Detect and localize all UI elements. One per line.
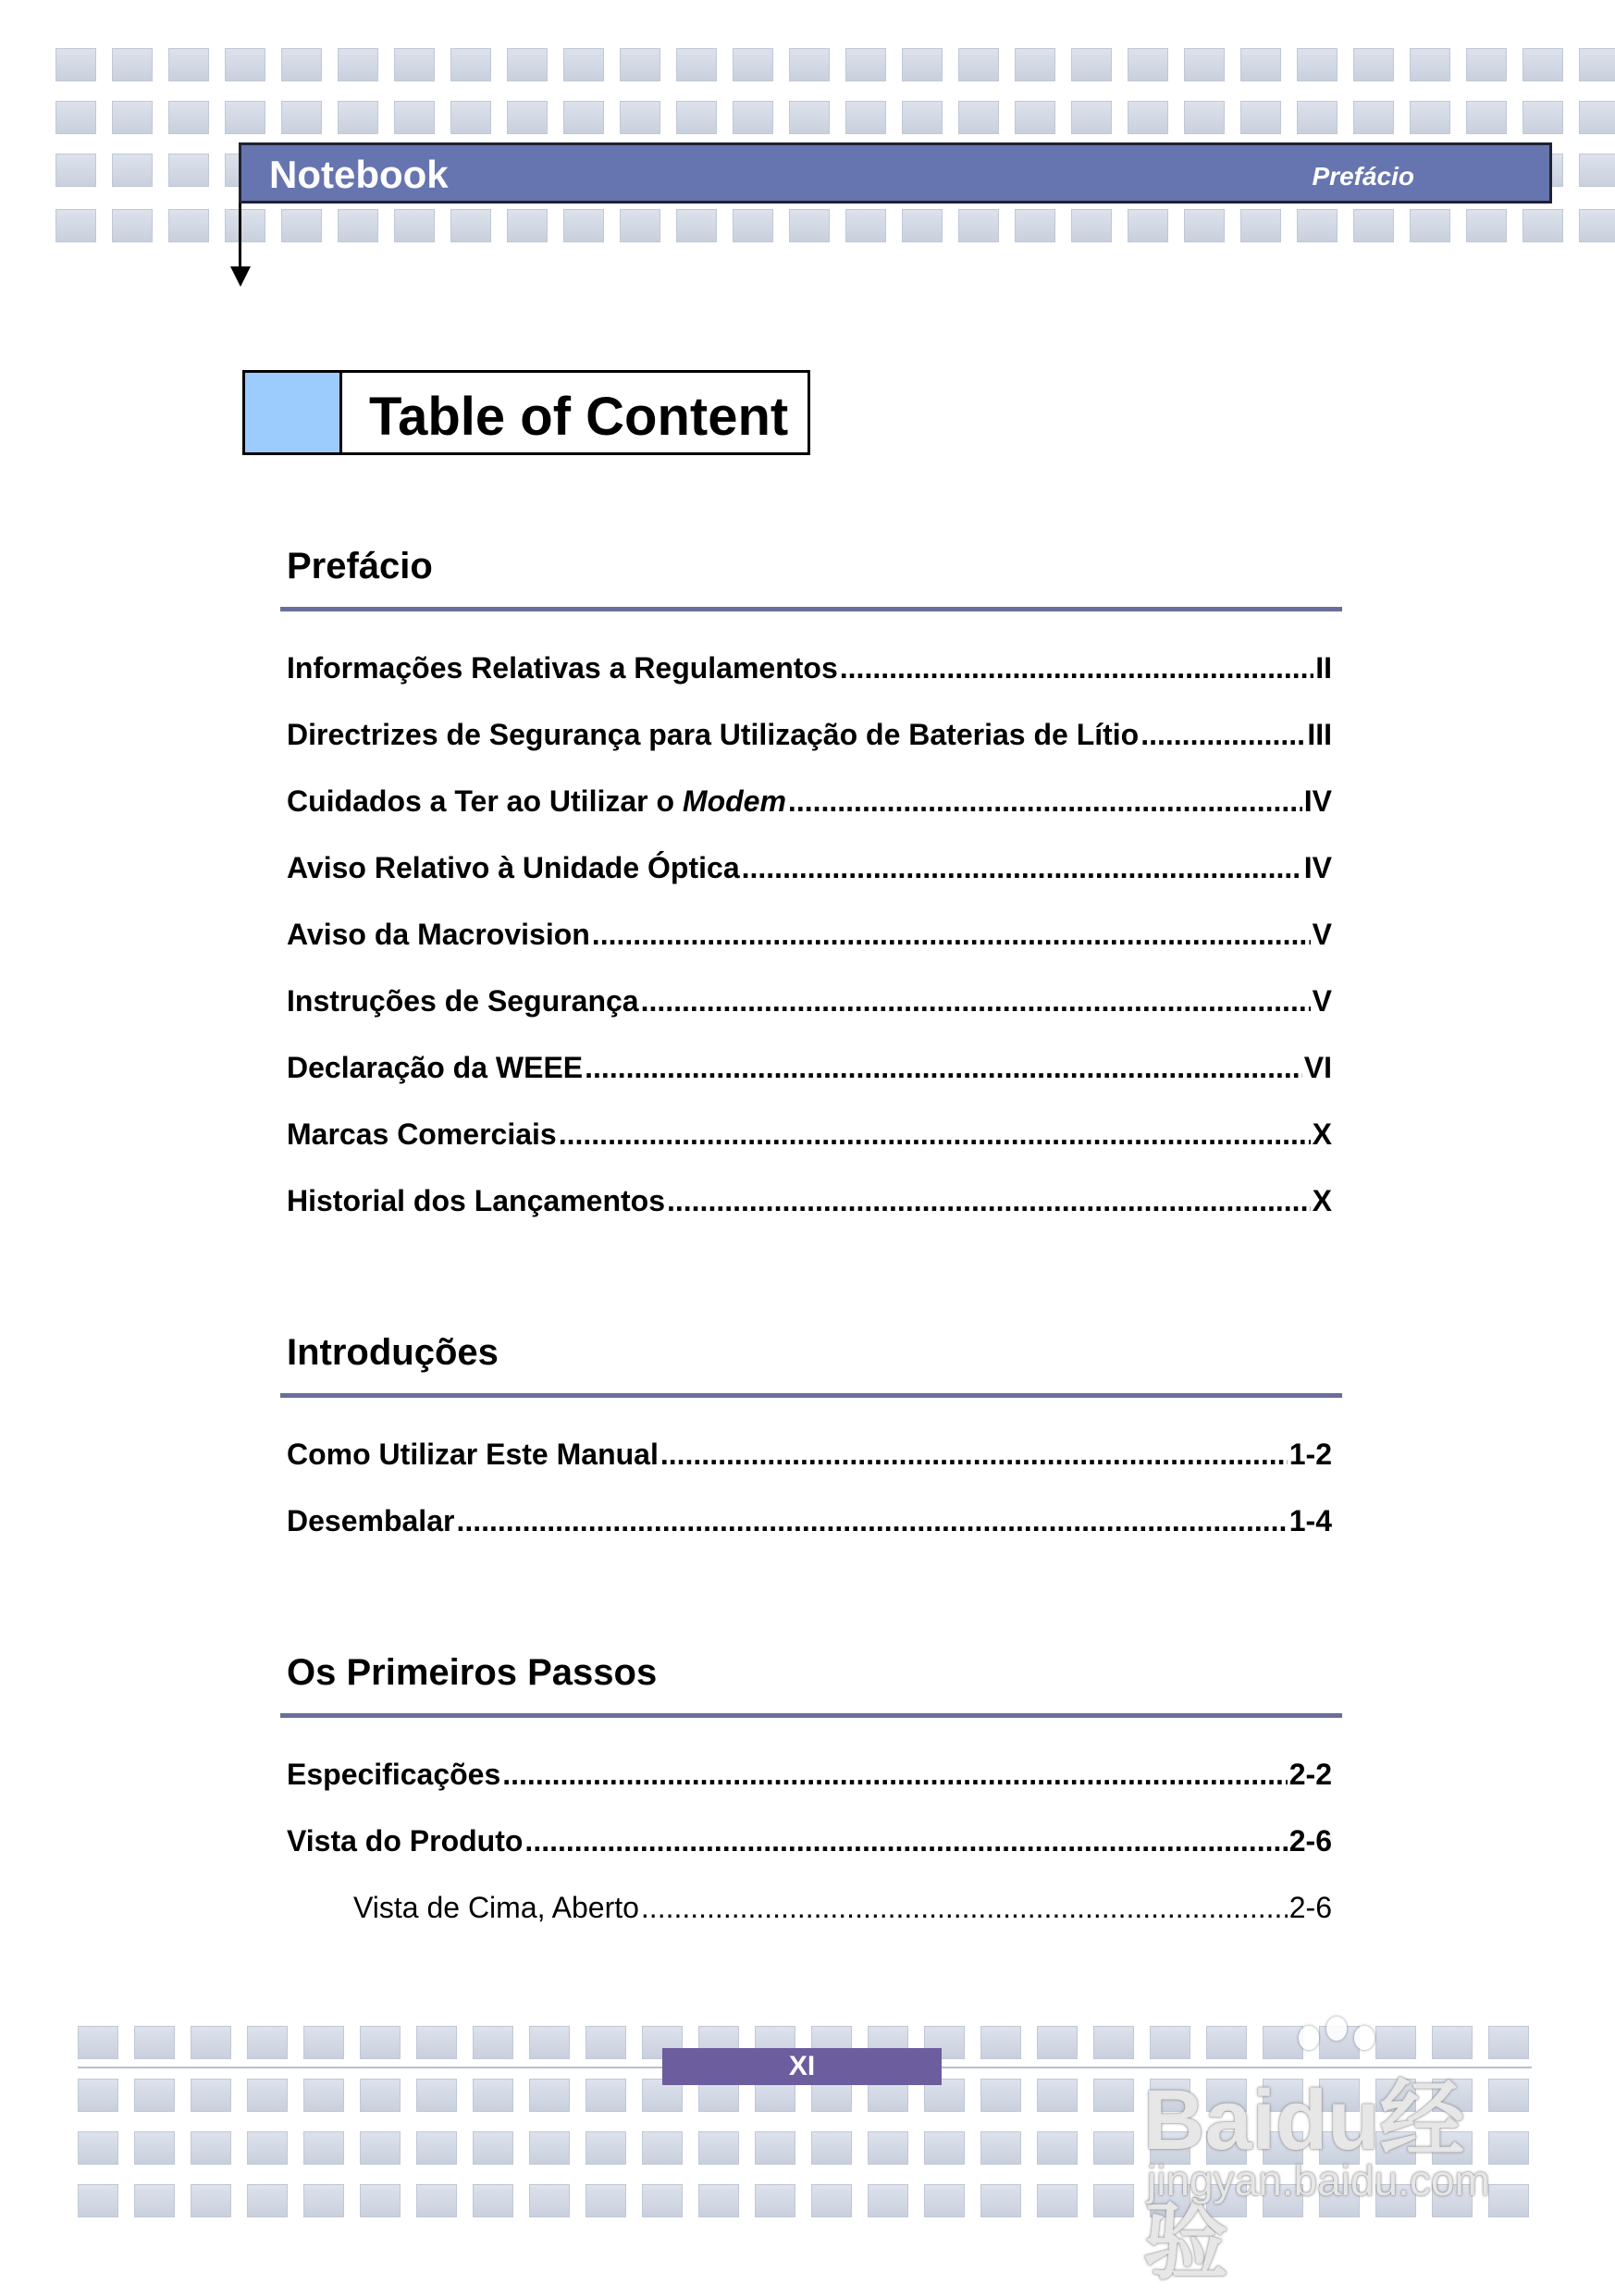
decorative-tile [281, 209, 322, 242]
paw-icon [1299, 2026, 1319, 2050]
decorative-tile [1071, 101, 1112, 134]
decorative-tile [473, 2184, 513, 2217]
decorative-tile [1523, 48, 1563, 81]
toc-entry[interactable] [287, 784, 1332, 821]
toc-entry-page: 1-4 [1288, 1504, 1332, 1537]
decorative-tile [473, 2026, 513, 2059]
decorative-tile [1240, 101, 1281, 134]
decorative-tile [1093, 2131, 1134, 2165]
decorative-tile [676, 209, 717, 242]
decorative-tile [78, 2079, 118, 2112]
decorative-tile [902, 209, 943, 242]
toc-color-swatch [245, 373, 342, 452]
section-title-primeiros-passos: Os Primeiros Passos [287, 1652, 658, 1693]
decorative-tile [112, 48, 153, 81]
decorative-tile [845, 48, 886, 81]
toc-entry-page: III [1307, 718, 1332, 751]
decorative-tile [676, 101, 717, 134]
decorative-tile [394, 48, 435, 81]
decorative-tile [1579, 48, 1615, 81]
decorative-tile [902, 48, 943, 81]
decorative-tile [112, 154, 153, 187]
toc-entry-page: VI [1303, 1051, 1332, 1084]
decorative-tile [191, 2131, 231, 2165]
decorative-tile [1093, 2079, 1134, 2112]
decorative-tile [281, 101, 322, 134]
watermark-main-text: Baidu经验 [1143, 2073, 1465, 2290]
decorative-tile [733, 48, 773, 81]
decorative-tile [191, 2026, 231, 2059]
decorative-tile [1037, 2184, 1078, 2217]
decorative-tile [676, 48, 717, 81]
decorative-tile [620, 101, 660, 134]
decorative-tile [55, 154, 96, 187]
page-number: XI [662, 2048, 942, 2085]
decorative-tile [1523, 209, 1563, 242]
decorative-tile [755, 2184, 795, 2217]
decorative-tile [789, 48, 830, 81]
decorative-tile [247, 2184, 288, 2217]
decorative-tile [1184, 101, 1225, 134]
decorative-tile [1015, 209, 1055, 242]
decorative-tile [642, 2131, 683, 2165]
header-title: Notebook [269, 153, 449, 196]
toc-title-box [242, 370, 810, 455]
decorative-tile [303, 2184, 344, 2217]
decorative-tile [78, 2184, 118, 2217]
decorative-tile [168, 48, 209, 81]
decorative-tile [450, 101, 491, 134]
toc-entry[interactable] [287, 1184, 1332, 1221]
decorative-tile [1093, 2026, 1134, 2059]
toc-entry[interactable] [287, 651, 1332, 688]
decorative-tile [1240, 209, 1281, 242]
decorative-tile [112, 209, 153, 242]
section-title-introducoes: Introduções [287, 1332, 499, 1373]
header-bar [239, 142, 1552, 204]
decorative-tile [247, 2131, 288, 2165]
decorative-tile [1037, 2131, 1078, 2165]
decorative-tile [755, 2131, 795, 2165]
decorative-tile [225, 48, 265, 81]
dot-leader [742, 851, 1302, 885]
toc-entry[interactable] [287, 1824, 1332, 1861]
decorative-tile [958, 48, 999, 81]
dot-leader [1140, 718, 1305, 752]
decorative-tile [360, 2079, 401, 2112]
decorative-tile [1297, 101, 1338, 134]
decorative-tile [473, 2131, 513, 2165]
toc-entry-label: Declaração da WEEE [287, 1051, 584, 1084]
decorative-tile [134, 2026, 175, 2059]
decorative-tile [1128, 209, 1168, 242]
decorative-tile [1184, 48, 1225, 81]
toc-entry-label: Vista do Produto [287, 1824, 524, 1858]
section-rule [280, 1393, 1342, 1398]
toc-entry-page: IV [1303, 784, 1332, 818]
toc-entry-label: Historial dos Lançamentos [287, 1184, 665, 1217]
decorative-tile [529, 2079, 570, 2112]
dot-leader [667, 1184, 1311, 1218]
decorative-tile [1523, 101, 1563, 134]
decorative-tile [789, 209, 830, 242]
section-rule [280, 1713, 1342, 1718]
toc-entry[interactable] [287, 1758, 1332, 1795]
decorative-tile [338, 209, 378, 242]
decorative-tile [1297, 209, 1338, 242]
decorative-tile [733, 209, 773, 242]
decorative-tile [360, 2026, 401, 2059]
toc-entry-page: 2-6 [1288, 1824, 1332, 1858]
down-arrow-icon [230, 266, 251, 287]
down-arrow-line [239, 204, 241, 268]
decorative-tile [360, 2131, 401, 2165]
toc-entry-label: Marcas Comerciais [287, 1117, 557, 1151]
decorative-tile [281, 48, 322, 81]
decorative-tile [450, 209, 491, 242]
decorative-tile [507, 48, 548, 81]
decorative-tile [845, 101, 886, 134]
decorative-tile [980, 2026, 1021, 2059]
header-section-label: Prefácio [1312, 162, 1414, 191]
decorative-tile [191, 2184, 231, 2217]
dot-leader [641, 1891, 1288, 1925]
watermark-sub-text: jingyan.baidu.com [1147, 2156, 1490, 2204]
decorative-tile [563, 209, 604, 242]
toc-entry-page: X [1312, 1117, 1332, 1151]
page-title: Table of Content [369, 387, 789, 447]
decorative-tile [980, 2079, 1021, 2112]
decorative-tile [1579, 101, 1615, 134]
decorative-tile [902, 101, 943, 134]
decorative-tile [78, 2026, 118, 2059]
decorative-tile [1128, 48, 1168, 81]
decorative-tile [1410, 209, 1450, 242]
toc-entry-page: X [1312, 1184, 1332, 1217]
decorative-tile [1093, 2184, 1134, 2217]
decorative-tile [1037, 2026, 1078, 2059]
decorative-tile [1184, 209, 1225, 242]
watermark-logo [1143, 2017, 1532, 2290]
decorative-tile [924, 2131, 965, 2165]
decorative-tile [134, 2184, 175, 2217]
decorative-tile [980, 2131, 1021, 2165]
decorative-tile [868, 2131, 908, 2165]
toc-entry-label: Como Utilizar Este Manual [287, 1438, 659, 1471]
toc-entry-label: Vista de Cima, Aberto [353, 1891, 639, 1924]
toc-entry-page: 1-2 [1288, 1438, 1332, 1471]
decorative-tile [168, 154, 209, 187]
decorative-tile [225, 101, 265, 134]
decorative-tile [416, 2079, 457, 2112]
toc-entry-label: Directrizes de Segurança para Utilização de Baterias de Lítio [287, 718, 1140, 751]
toc-entry-page: 2-6 [1288, 1891, 1332, 1924]
decorative-tile [1466, 209, 1507, 242]
decorative-tile [338, 101, 378, 134]
toc-entry-label: Especificações [287, 1758, 501, 1791]
toc-entry[interactable] [287, 851, 1332, 888]
decorative-tile [586, 2184, 626, 2217]
decorative-tile [811, 2184, 852, 2217]
decorative-tile [416, 2131, 457, 2165]
decorative-tile [394, 209, 435, 242]
dot-leader [840, 651, 1313, 685]
decorative-tile [55, 209, 96, 242]
decorative-tile [1410, 101, 1450, 134]
decorative-tile [1240, 48, 1281, 81]
decorative-tile [450, 48, 491, 81]
decorative-tile [958, 101, 999, 134]
toc-entry[interactable] [287, 718, 1332, 755]
decorative-tile [1353, 48, 1394, 81]
decorative-tile [1466, 101, 1507, 134]
toc-entry[interactable] [287, 1504, 1332, 1541]
decorative-tile [845, 209, 886, 242]
dot-leader [592, 918, 1311, 952]
dot-leader [585, 1051, 1302, 1085]
decorative-tile [642, 2184, 683, 2217]
decorative-tile [1410, 48, 1450, 81]
toc-entry-page: V [1312, 918, 1332, 951]
decorative-tile [1297, 48, 1338, 81]
toc-entry[interactable] [287, 1438, 1332, 1475]
decorative-tile [868, 2184, 908, 2217]
toc-entry-page: 2-2 [1288, 1758, 1332, 1791]
dot-leader [559, 1117, 1311, 1152]
decorative-tile [191, 2079, 231, 2112]
decorative-tile [980, 2184, 1021, 2217]
decorative-tile [416, 2026, 457, 2059]
decorative-tile [563, 48, 604, 81]
decorative-tile [1353, 209, 1394, 242]
decorative-tile [507, 101, 548, 134]
decorative-tile [586, 2079, 626, 2112]
dot-leader [524, 1824, 1287, 1858]
dot-leader [660, 1438, 1288, 1472]
decorative-tile [811, 2131, 852, 2165]
decorative-tile [1071, 209, 1112, 242]
decorative-tile [586, 2026, 626, 2059]
decorative-tile [55, 101, 96, 134]
decorative-tile [586, 2131, 626, 2165]
paw-icon [1354, 2026, 1375, 2050]
decorative-tile [1071, 48, 1112, 81]
decorative-tile [247, 2026, 288, 2059]
decorative-tile [247, 2079, 288, 2112]
decorative-tile [563, 101, 604, 134]
decorative-tile [1037, 2079, 1078, 2112]
decorative-tile [394, 101, 435, 134]
decorative-tile [1015, 48, 1055, 81]
decorative-tile [416, 2184, 457, 2217]
decorative-tile [620, 209, 660, 242]
toc-entry-page: II [1315, 651, 1332, 685]
dot-leader [641, 984, 1311, 1018]
decorative-tile [529, 2026, 570, 2059]
decorative-tile [698, 2184, 739, 2217]
toc-entry-label-text: Cuidados a Ter ao Utilizar o [287, 784, 683, 818]
decorative-tile [733, 101, 773, 134]
toc-entry-label: Informações Relativas a Regulamentos [287, 651, 838, 685]
decorative-tile [134, 2131, 175, 2165]
decorative-tile [360, 2184, 401, 2217]
toc-subentry[interactable] [353, 1891, 1332, 1928]
decorative-tile [55, 48, 96, 81]
decorative-tile [225, 209, 265, 242]
dot-leader [788, 784, 1302, 819]
toc-entry-label [287, 784, 786, 819]
dot-leader [456, 1504, 1287, 1538]
decorative-tile [620, 48, 660, 81]
paw-icon [1326, 2017, 1347, 2041]
decorative-tile [1128, 101, 1168, 134]
decorative-tile [958, 209, 999, 242]
toc-entry[interactable] [287, 918, 1332, 955]
toc-entry[interactable] [287, 1051, 1332, 1088]
toc-entry[interactable] [287, 1117, 1332, 1154]
decorative-tile [529, 2131, 570, 2165]
decorative-tile [303, 2131, 344, 2165]
decorative-tile [507, 209, 548, 242]
decorative-tile [168, 101, 209, 134]
toc-entry-label-emphasis: Modem [682, 784, 786, 818]
decorative-tile [303, 2079, 344, 2112]
decorative-tile [529, 2184, 570, 2217]
decorative-tile [924, 2184, 965, 2217]
decorative-tile [1579, 154, 1615, 187]
decorative-tile [134, 2079, 175, 2112]
decorative-tile [698, 2131, 739, 2165]
section-rule [280, 607, 1342, 611]
toc-entry-page: IV [1303, 851, 1332, 884]
decorative-tile [789, 101, 830, 134]
decorative-tile [168, 209, 209, 242]
toc-entry-page: V [1312, 984, 1332, 1018]
dot-leader [502, 1758, 1288, 1792]
decorative-tile [1466, 48, 1507, 81]
toc-entry-label: Instruções de Segurança [287, 984, 639, 1018]
toc-entry-label: Desembalar [287, 1504, 455, 1537]
toc-entry[interactable] [287, 984, 1332, 1021]
decorative-tile [1579, 209, 1615, 242]
toc-entry-label: Aviso da Macrovision [287, 918, 590, 951]
decorative-tile [1015, 101, 1055, 134]
toc-entry-label: Aviso Relativo à Unidade Óptica [287, 851, 740, 884]
decorative-tile [1353, 101, 1394, 134]
section-title-prefacio: Prefácio [287, 546, 433, 586]
decorative-tile [78, 2131, 118, 2165]
decorative-tile [112, 101, 153, 134]
decorative-tile [473, 2079, 513, 2112]
decorative-tile [338, 48, 378, 81]
decorative-tile [303, 2026, 344, 2059]
